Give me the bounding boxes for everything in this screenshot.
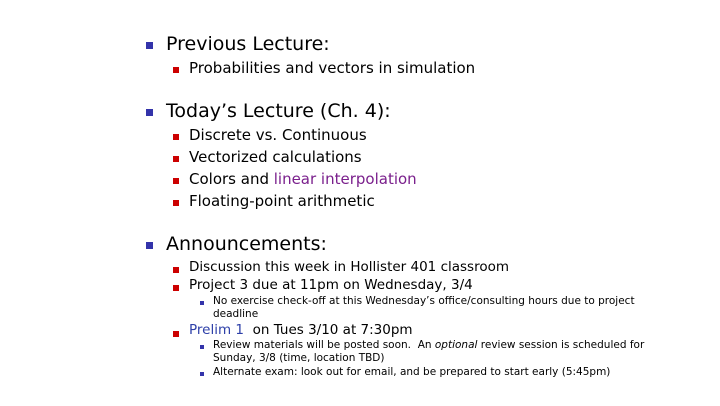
review-line-2: Sunday, 3/8 (time, location TBD) bbox=[213, 352, 385, 364]
heading-previous-lecture: Previous Lecture: bbox=[166, 33, 330, 55]
review-prefix: Review materials will be posted soon. An bbox=[213, 339, 435, 351]
heading-announcements: Announcements: bbox=[166, 233, 327, 255]
bullet-icon bbox=[173, 200, 179, 206]
bullet-icon bbox=[146, 109, 153, 116]
list-item: Vectorized calculations bbox=[189, 148, 362, 166]
bullet-icon bbox=[200, 301, 204, 305]
sub-item-line: deadline bbox=[213, 308, 259, 320]
bullet-icon bbox=[146, 242, 153, 249]
linear-interpolation-highlight: linear interpolation bbox=[273, 170, 417, 188]
bullet-icon bbox=[173, 178, 179, 184]
list-item: Project 3 due at 11pm on Wednesday, 3/4 bbox=[189, 277, 473, 293]
list-item-prelim bbox=[189, 322, 413, 338]
list-item-colors bbox=[189, 170, 417, 188]
bullet-icon bbox=[173, 267, 179, 273]
prelim-label: Prelim 1 bbox=[189, 322, 244, 338]
bullet-icon bbox=[173, 67, 179, 73]
prelim-details: on Tues 3/10 at 7:30pm bbox=[244, 322, 413, 338]
colors-prefix: Colors and bbox=[189, 170, 274, 188]
bullet-icon bbox=[173, 156, 179, 162]
bullet-icon bbox=[173, 285, 179, 291]
bullet-icon bbox=[200, 345, 204, 349]
sub-item bbox=[213, 295, 635, 321]
list-item: Floating-point arithmetic bbox=[189, 192, 375, 210]
bullet-icon bbox=[200, 372, 204, 376]
heading-todays-lecture: Today’s Lecture (Ch. 4): bbox=[166, 100, 391, 122]
bullet-icon bbox=[146, 42, 153, 49]
bullet-icon bbox=[173, 331, 179, 337]
review-emphasis: optional bbox=[434, 339, 478, 351]
review-line-1 bbox=[213, 339, 644, 352]
list-item: Discussion this week in Hollister 401 classroom bbox=[189, 259, 509, 275]
list-item: Discrete vs. Continuous bbox=[189, 126, 367, 144]
sub-item-line: No exercise check-off at this Wednesday’s office/consulting hours due to project bbox=[213, 295, 635, 307]
bullet-icon bbox=[173, 134, 179, 140]
list-item: Probabilities and vectors in simulation bbox=[189, 59, 476, 77]
review-suffix: review session is scheduled for bbox=[477, 339, 645, 351]
sub-item bbox=[213, 339, 644, 365]
sub-item: Alternate exam: look out for email, and be prepared to start early (5:45pm) bbox=[213, 366, 611, 378]
